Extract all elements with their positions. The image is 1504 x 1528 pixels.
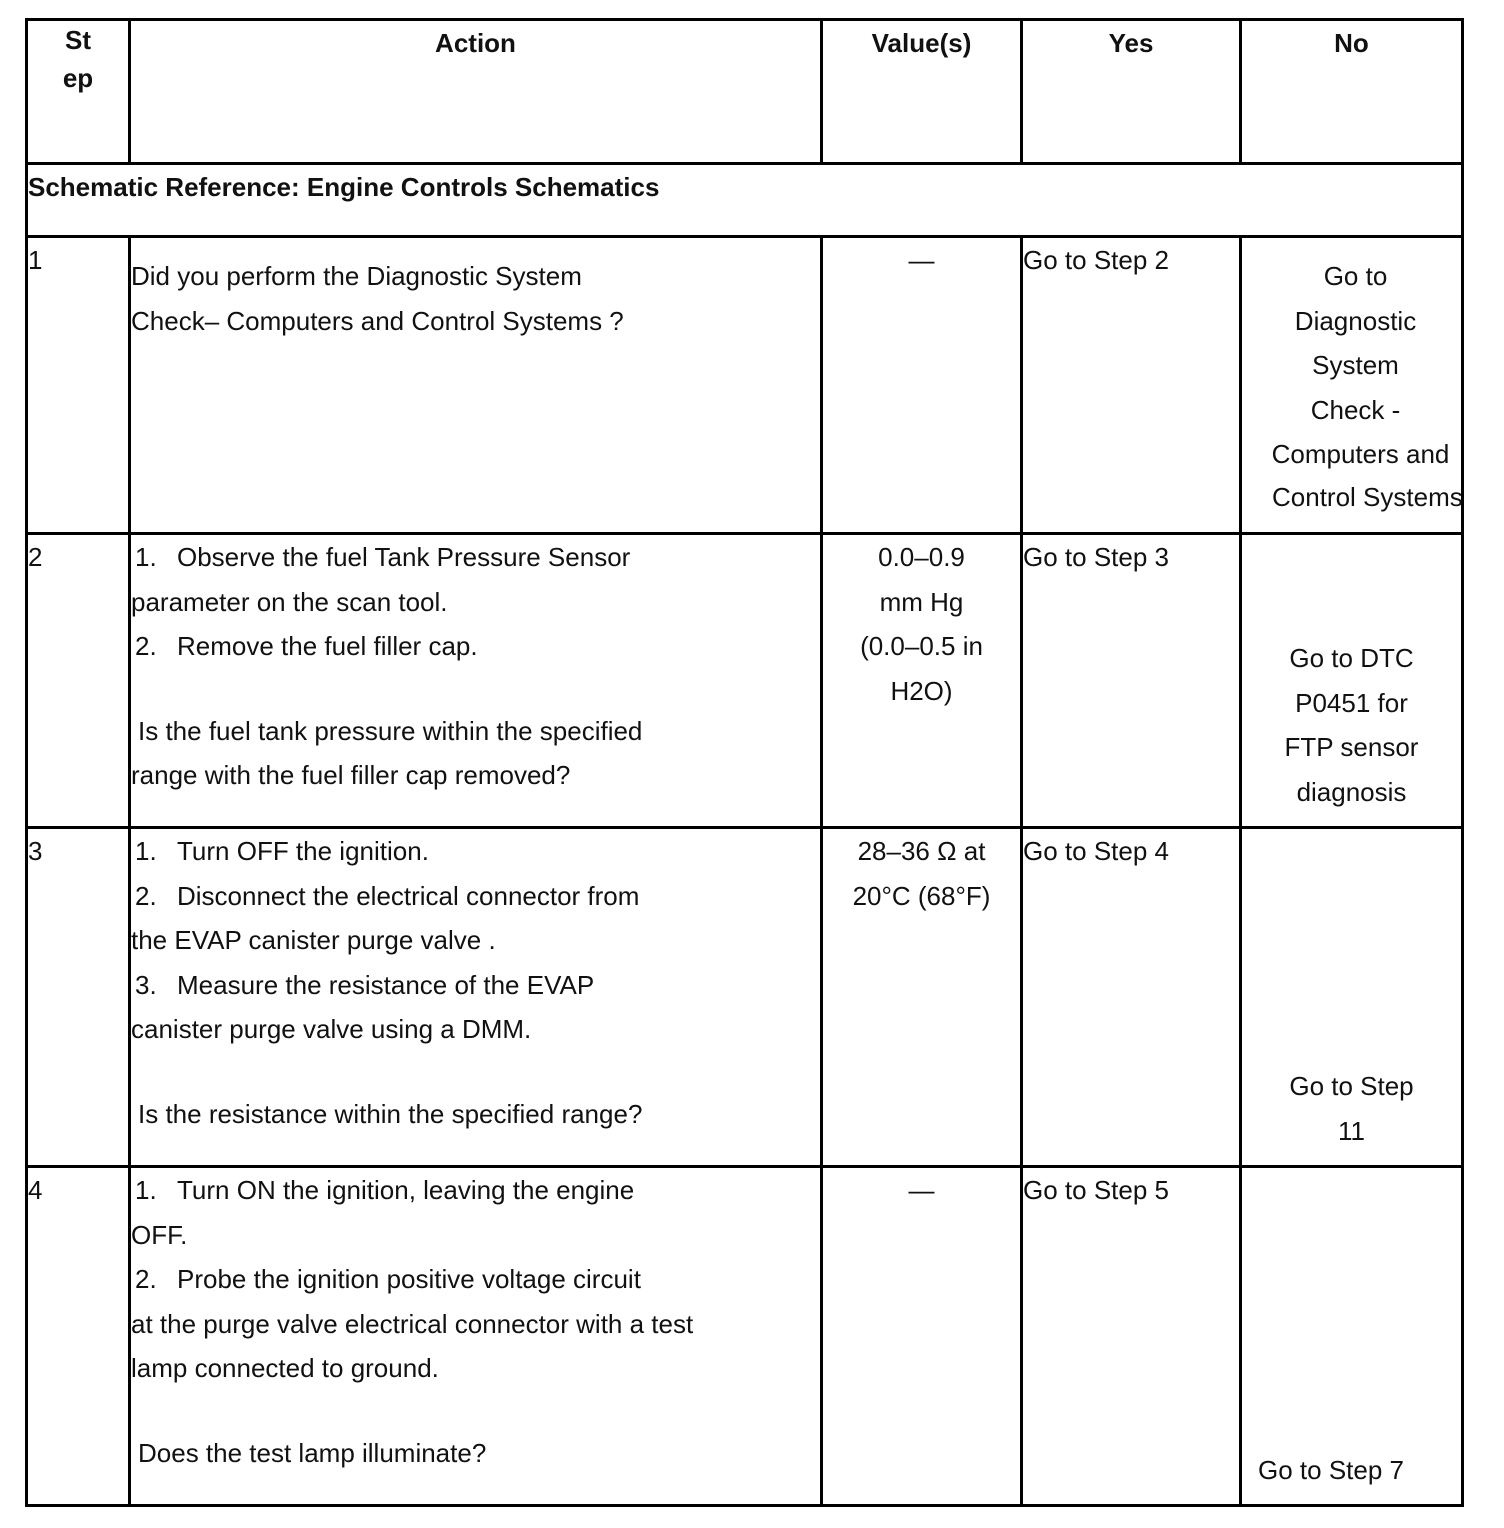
step-number: 3 <box>27 828 130 1167</box>
action-cell: Did you perform the Diagnostic System Check– Computers and Control Systems ? <box>130 237 822 534</box>
no-cell: Go to Step 11 <box>1241 828 1463 1167</box>
yes-cell: Go to Step 5 <box>1022 1167 1241 1506</box>
yes-cell: Go to Step 3 <box>1022 534 1241 828</box>
header-action: Action <box>130 20 822 164</box>
header-step: St ep <box>27 20 130 164</box>
step-number: 4 <box>27 1167 130 1506</box>
table-row <box>27 237 1463 534</box>
diagnostic-table <box>25 18 1464 1507</box>
no-cell: Go to Step 7 <box>1241 1167 1463 1506</box>
header-row <box>27 20 1463 164</box>
value-cell: — <box>822 237 1022 534</box>
step-number: 1 <box>27 237 130 534</box>
yes-cell: Go to Step 2 <box>1022 237 1241 534</box>
no-cell: Go to Diagnostic System Check - Computers and Control Systems <box>1241 237 1463 534</box>
header-values: Value(s) <box>822 20 1022 164</box>
yes-cell: Go to Step 4 <box>1022 828 1241 1167</box>
table-row <box>27 828 1463 1167</box>
step-number: 2 <box>27 534 130 828</box>
no-cell: Go to DTC P0451 for FTP sensor diagnosis <box>1241 534 1463 828</box>
schematic-reference: Schematic Reference: Engine Controls Schematics <box>27 164 1463 237</box>
schematic-reference-row <box>27 164 1463 237</box>
table-row <box>27 1167 1463 1506</box>
header-no: No <box>1241 20 1463 164</box>
table-row <box>27 534 1463 828</box>
header-yes: Yes <box>1022 20 1241 164</box>
action-cell: 1. Turn ON the ignition, leaving the engine OFF. 2. Probe the ignition positive voltage circuit at the purge valve electrical connector with a test lamp connected to ground. Does the test lamp illuminate? <box>130 1167 822 1506</box>
action-cell: 1. Turn OFF the ignition. 2. Disconnect the electrical connector from the EVAP canister purge valve . 3. Measure the resistance of the EVAP canister purge valve using a DMM. Is the resistance within the specified range? <box>130 828 822 1167</box>
value-cell: 28–36 Ω at 20°C (68°F) <box>822 828 1022 1167</box>
value-cell: 0.0–0.9 mm Hg (0.0–0.5 in H2O) <box>822 534 1022 828</box>
value-cell: — <box>822 1167 1022 1506</box>
action-cell: 1. Observe the fuel Tank Pressure Sensor parameter on the scan tool. 2. Remove the fuel filler cap. Is the fuel tank pressure within the specified range with the fuel filler cap removed? <box>130 534 822 828</box>
